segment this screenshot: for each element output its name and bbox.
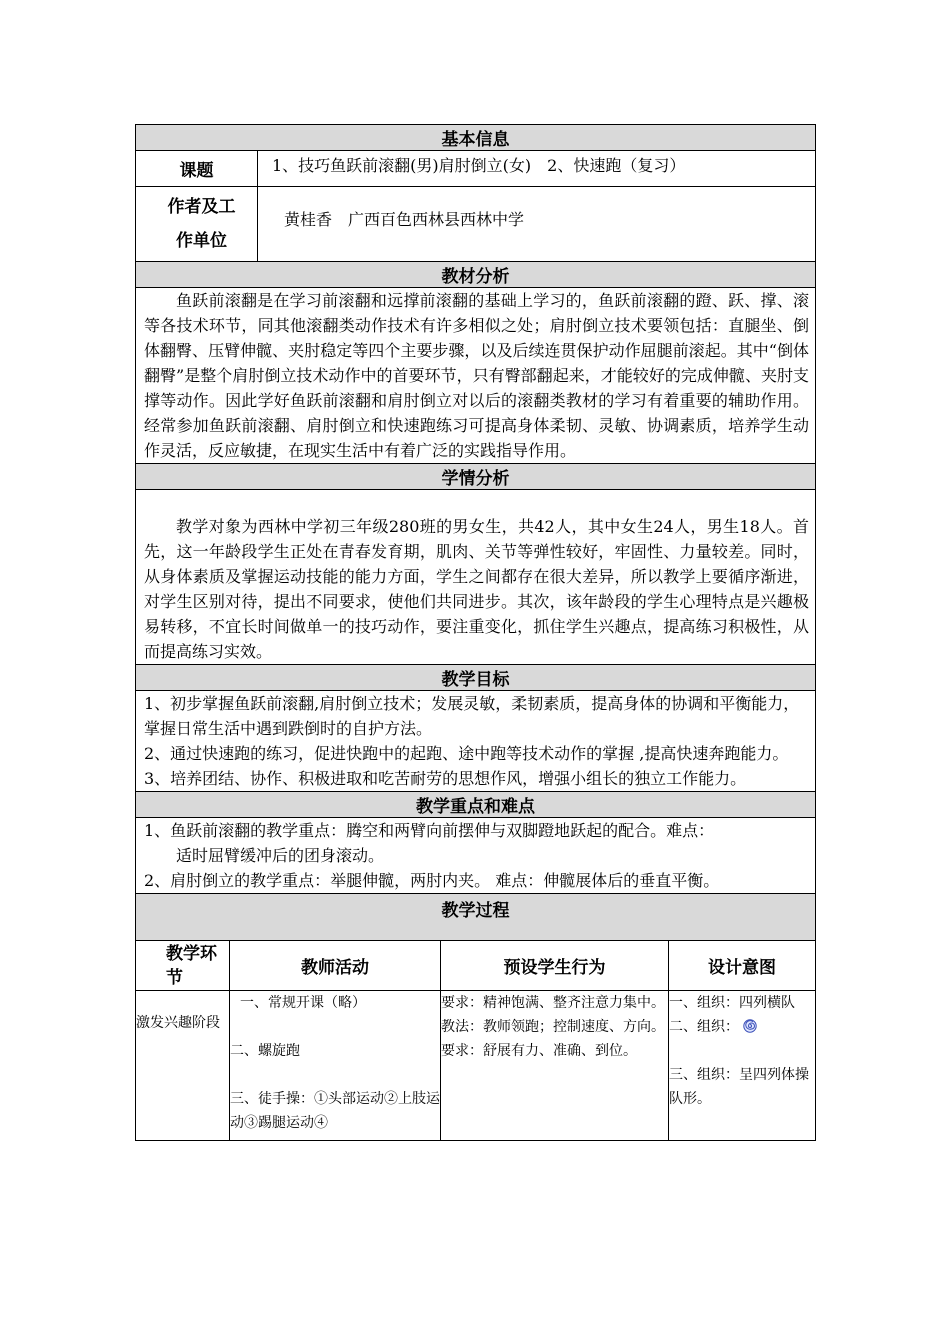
student-analysis-body <box>136 490 816 665</box>
author-value: 黄桂香 广西百色西林县西林中学 <box>258 187 816 262</box>
keypoint-line-2: 2、肩肘倒立的教学重点：举腿伸髋，两肘内夹。 难点：伸髋展体后的垂直平衡。 <box>144 871 720 890</box>
intent-item-2: 二、组织： <box>669 1019 739 1035</box>
intent-item-1: 一、组织：四列横队 <box>669 995 795 1011</box>
author-label-line2: 作单位 <box>176 231 227 251</box>
student-behavior-1: 要求：精神饱满、整齐注意力集中。 <box>441 995 665 1011</box>
goals-header: 教学目标 <box>136 665 816 691</box>
material-analysis-header: 教材分析 <box>136 262 816 288</box>
process-student-cell <box>441 991 669 1141</box>
process-intent-cell <box>669 991 816 1141</box>
process-col-teacher: 教师活动 <box>230 941 441 991</box>
lesson-plan-table <box>135 124 816 1141</box>
teacher-activity-1: 一、常规开课（略） <box>240 995 366 1011</box>
keypoints-header: 教学重点和难点 <box>136 792 816 818</box>
material-analysis-body <box>136 288 816 464</box>
lesson-plan-page <box>135 124 815 1141</box>
keypoint-line-1b: 适时屈臂缓冲后的团身滚动。 <box>176 846 385 865</box>
intent-item-2-wrap <box>669 1015 815 1039</box>
process-col-stage: 教学环节 <box>136 941 230 991</box>
process-teacher-cell <box>230 991 441 1141</box>
student-analysis-text: 教学对象为西林中学初三年级280班的男女生，共42人，其中女生24人，男生18人。首先，这一年龄段学生正处在青春发育期，肌肉、关节等弹性较好，牢固性、力量较差。同时，从身体素质及掌握运动技能的能力方面，学生之间都存在很大差异，所以教学上要循序渐进，对学生区别对待，提出不同要求，使他们共同进步。其次，该年龄段的学生心理特点是兴趣极易转移，不宜长时间做单一的技巧动作，要注重变化，抓住学生兴趣点，提高练习积极性，从而提高练习实效。 <box>144 517 810 661</box>
keypoint-line-1: 1、鱼跃前滚翻的教学重点：腾空和两臂向前摆伸与双脚蹬地跃起的配合。难点： <box>144 821 715 840</box>
student-analysis-header: 学情分析 <box>136 464 816 490</box>
intent-item-3: 三、组织：呈四列体操队形。 <box>669 1067 809 1107</box>
goals-body <box>136 691 816 792</box>
spiral-icon <box>743 1019 757 1033</box>
process-header: 教学过程 <box>136 894 816 941</box>
goal-item-1: 1、初步掌握鱼跃前滚翻,肩肘倒立技术；发展灵敏，柔韧素质，提高身体的协调和平衡能力，掌握日常生活中遇到跌倒时的自护方法。 <box>144 694 800 738</box>
author-label-line1: 作者及工 <box>167 197 236 217</box>
material-analysis-text: 鱼跃前滚翻是在学习前滚翻和远撑前滚翻的基础上学习的，鱼跃前滚翻的蹬、跃、撑、滚等各技术环节，同其他滚翻类动作技术有许多相似之处；肩肘倒立技术要领包括：直腿坐、倒体翻臀、压臂伸髋、夹肘稳定等四个主要步骤，以及后续连贯保护动作屈腿前滚起。其中“倒体翻臀”是整个肩肘倒立技术动作中的首要环节，只有臀部翻起来，才能较好的完成伸髋、夹肘支撑等动作。因此学好鱼跃前滚翻和肩肘倒立对以后的滚翻类教材的学习有着重要的辅助作用。经常参加鱼跃前滚翻、肩肘倒立和快速跑练习可提高身体柔韧、灵敏、协调素质，培养学生动作灵活，反应敏捷，在现实生活中有着广泛的实践指导作用。 <box>144 291 810 460</box>
basic-info-header: 基本信息 <box>136 125 816 151</box>
student-behavior-2: 教法：教师领跑；控制速度、方向。 <box>441 1019 665 1035</box>
process-stage-cell: 激发兴趣阶段 <box>136 991 230 1141</box>
teacher-activity-3: 三、徒手操：①头部运动②上肢运动③踢腿运动④ <box>230 1091 440 1131</box>
goal-item-3: 3、培养团结、协作、积极进取和吃苦耐劳的思想作风，增强小组长的独立工作能力。 <box>144 769 747 788</box>
topic-label: 课题 <box>136 151 258 187</box>
keypoints-body <box>136 818 816 894</box>
teacher-activity-2: 二、螺旋跑 <box>230 1043 300 1059</box>
goal-item-2: 2、通过快速跑的练习，促进快跑中的起跑、途中跑等技术动作的掌握 ,提高快速奔跑能力。 <box>144 744 789 763</box>
author-label <box>136 187 258 262</box>
process-col-student: 预设学生行为 <box>441 941 669 991</box>
student-behavior-3: 要求：舒展有力、准确、到位。 <box>441 1043 637 1059</box>
process-col-intent: 设计意图 <box>669 941 816 991</box>
topic-value: 1、技巧鱼跃前滚翻(男)肩肘倒立(女) 2、快速跑（复习） <box>258 151 816 187</box>
